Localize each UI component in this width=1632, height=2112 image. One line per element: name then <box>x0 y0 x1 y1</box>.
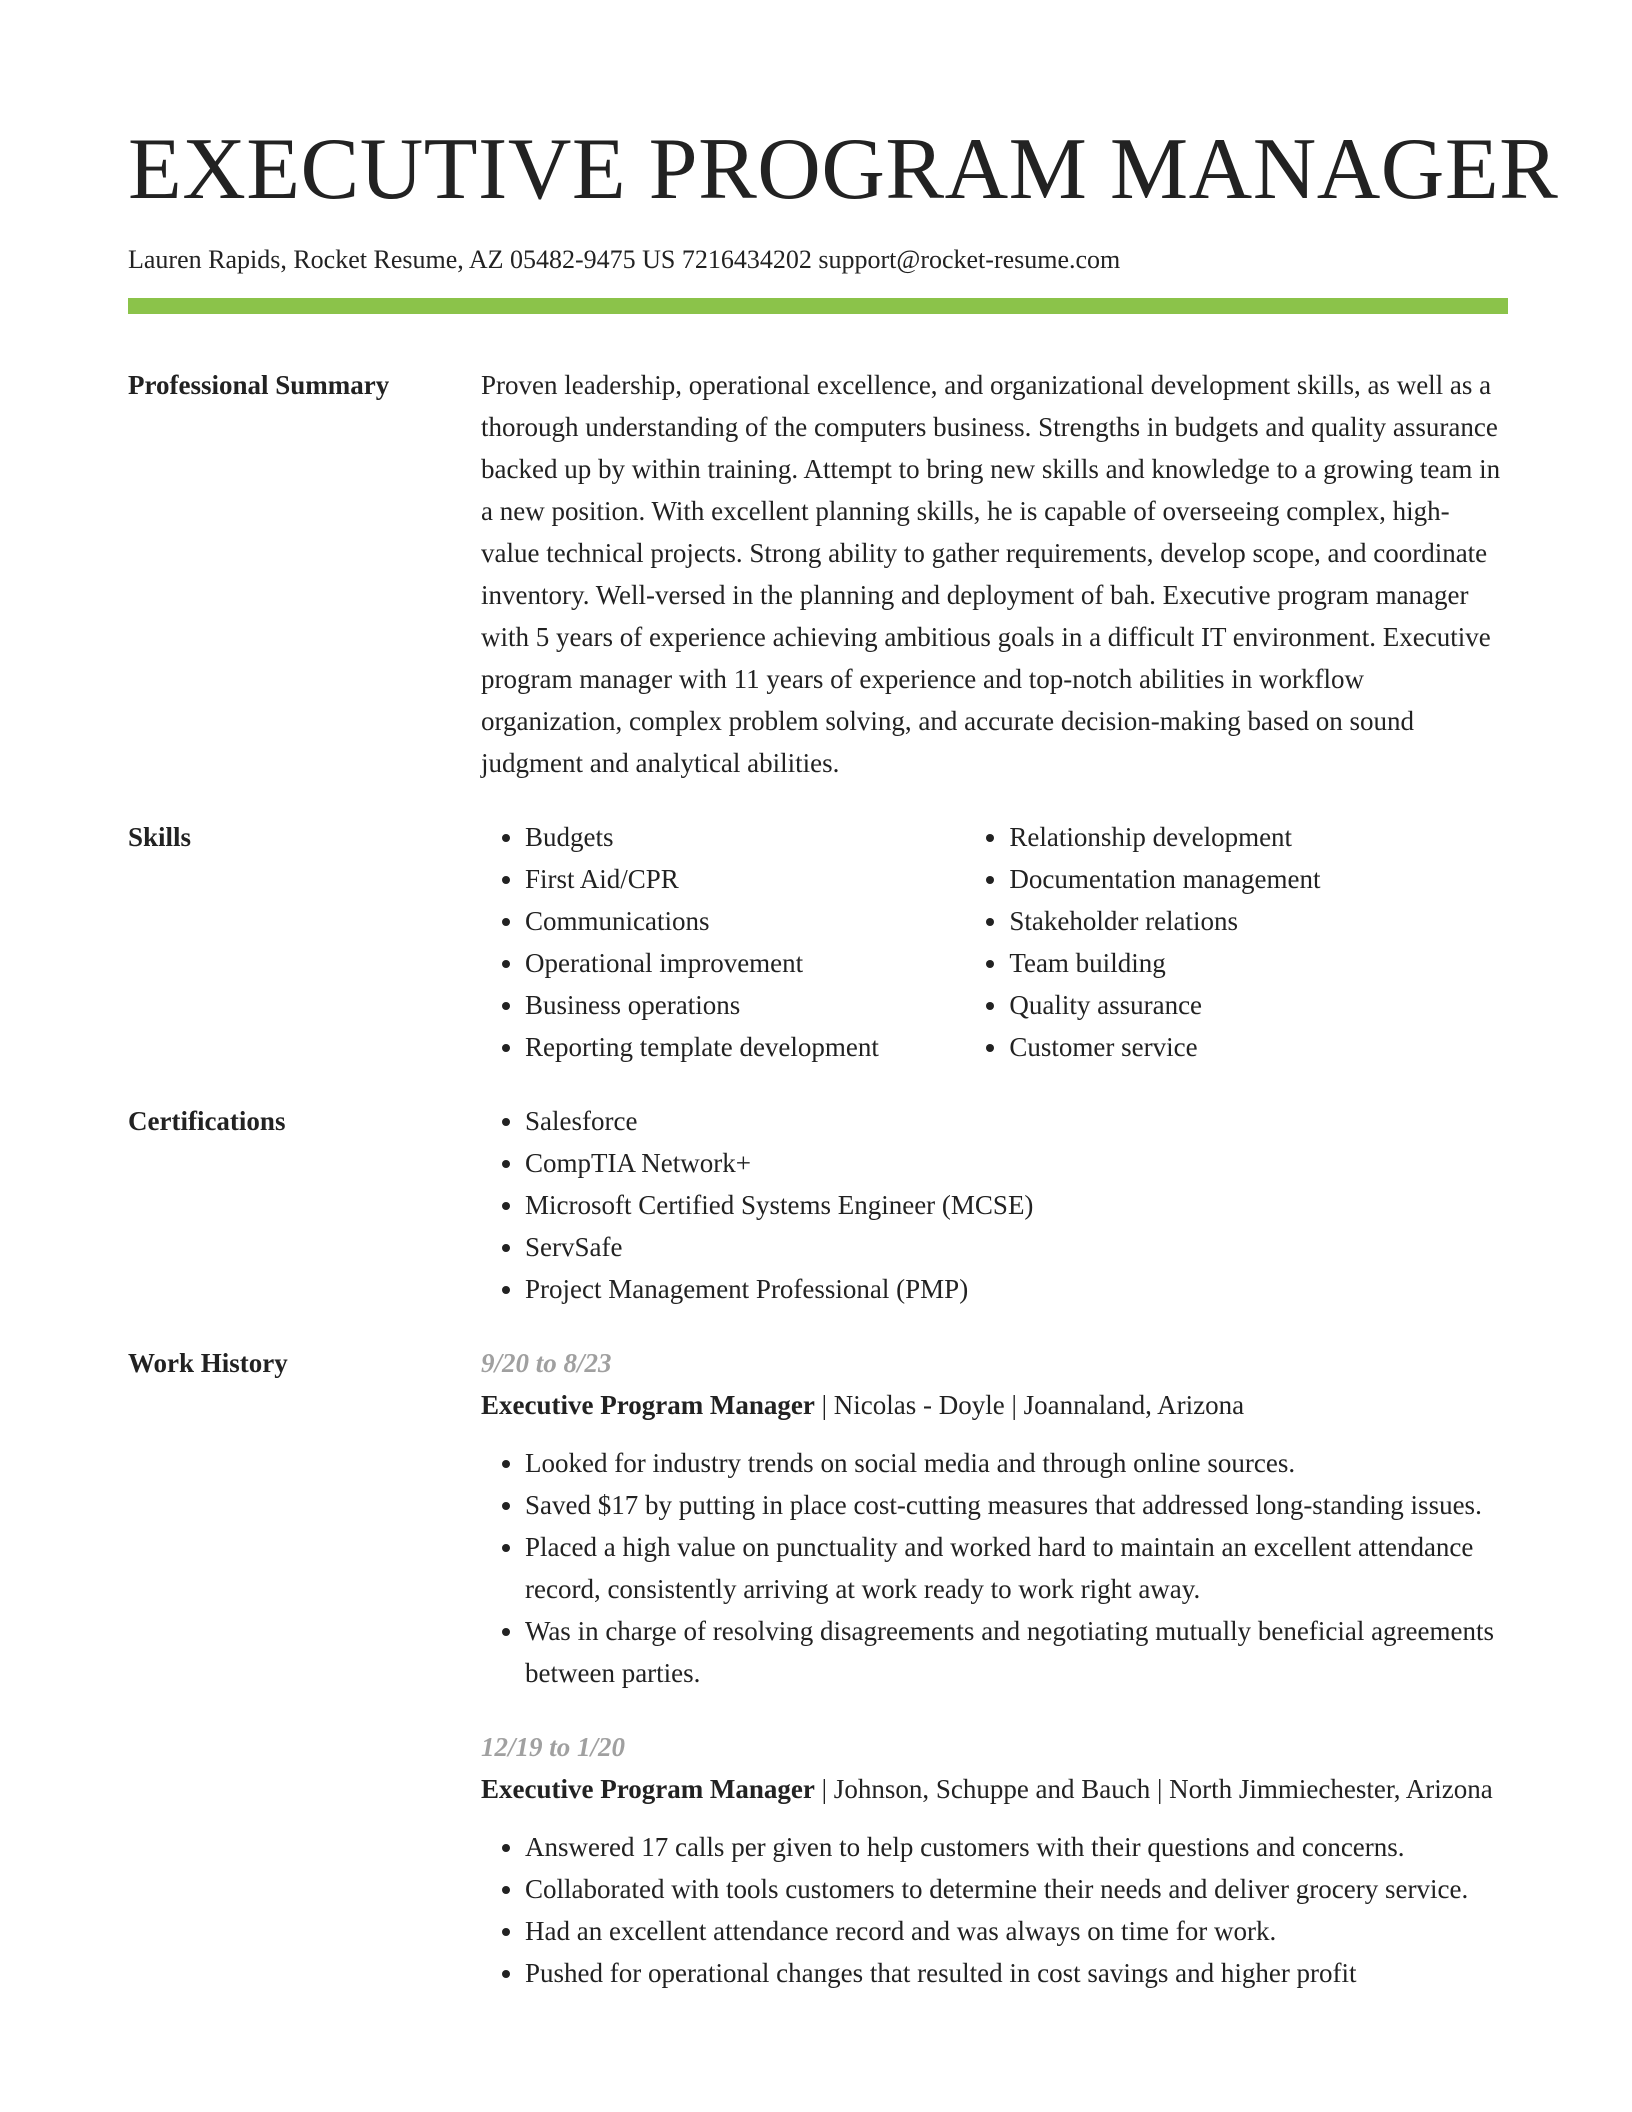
job-bullet: • Answered 17 calls per given to help customers with their questions and concerns. <box>525 1826 1508 1868</box>
section-label-summary: Professional Summary <box>128 370 390 400</box>
certifications-list <box>481 1100 1508 1310</box>
skills-list-left <box>481 816 965 1068</box>
job-bullet: • Placed a high value on punctuality and worked hard to maintain an excellent attendance record, consistently arriving at work ready to work right away. <box>525 1526 1508 1610</box>
certification-item: • Salesforce <box>525 1100 1508 1142</box>
certifications-section <box>128 1100 1508 1310</box>
contact-location: Lauren Rapids, Rocket Resume, AZ 05482-9475 US <box>128 245 676 274</box>
job-bullet: • Was in charge of resolving disagreements and negotiating mutually beneficial agreements between parties. <box>525 1610 1508 1694</box>
certification-item: • Project Management Professional (PMP) <box>525 1268 1508 1310</box>
certifications-content <box>481 1100 1508 1310</box>
summary-text: Proven leadership, operational excellence, and organizational development skills, as well as a thorough understanding of the computers business. Strengths in budgets and quality assurance backed up by within training. Attempt to bring new skills and knowledge to a growing team in a new position. With excellent planning skills, he is capable of overseeing complex, high-value technical projects. Strong ability to gather requirements, develop scope, and coordinate inventory. Well-versed in the planning and deployment of bah. Executive program manager with 5 years of experience achieving ambitious goals in a difficult IT environment. Executive program manager with 11 years of experience and top-notch abilities in workflow organization, complex problem solving, and accurate decision-making based on sound judgment and analytical abilities. <box>481 370 1501 778</box>
job-bullet-list <box>481 1826 1508 1994</box>
job-title: Executive Program Manager <box>481 1774 815 1804</box>
job-bullet-list <box>481 1442 1508 1694</box>
job-entry <box>481 1342 1508 1694</box>
resume-page <box>128 0 1559 1994</box>
certification-item: • Microsoft Certified Systems Engineer (MCSE) <box>525 1184 1508 1226</box>
work-history-content <box>481 1342 1508 1994</box>
skill-item: • Communications <box>525 900 965 942</box>
section-label-work-history: Work History <box>128 1348 288 1378</box>
skill-item: • Operational improvement <box>525 942 965 984</box>
section-label-certifications: Certifications <box>128 1106 286 1136</box>
resume-title: EXECUTIVE PROGRAM MANAGER <box>128 121 1559 218</box>
work-history-section <box>128 1342 1508 1994</box>
skills-section <box>128 816 1508 1068</box>
skill-item: • Team building <box>1009 942 1508 984</box>
summary-section <box>128 364 1508 784</box>
job-title: Executive Program Manager <box>481 1390 815 1420</box>
skill-item: • First Aid/CPR <box>525 858 965 900</box>
contact-email: support@rocket-resume.com <box>818 245 1121 274</box>
job-bullet: • Collaborated with tools customers to determine their needs and deliver grocery service. <box>525 1868 1508 1910</box>
job-bullet: • Pushed for operational changes that resulted in cost savings and higher profit <box>525 1952 1508 1994</box>
job-bullet: • Had an excellent attendance record and was always on time for work. <box>525 1910 1508 1952</box>
skill-item: • Quality assurance <box>1009 984 1508 1026</box>
job-dates: 9/20 to 8/23 <box>481 1348 612 1378</box>
job-employer: | Nicolas - Doyle | Joannaland, Arizona <box>814 1390 1245 1420</box>
skill-item: • Business operations <box>525 984 965 1026</box>
skill-item: • Relationship development <box>1009 816 1508 858</box>
contact-phone: 7216434202 <box>681 245 812 274</box>
job-heading <box>481 1384 1508 1426</box>
skills-list-right <box>965 816 1508 1068</box>
job-employer: | Johnson, Schuppe and Bauch | North Jimmiechester, Arizona <box>814 1774 1493 1804</box>
job-bullet: • Saved $17 by putting in place cost-cutting measures that addressed long-standing issues. <box>525 1484 1508 1526</box>
summary-content <box>481 364 1508 784</box>
skill-item: • Reporting template development <box>525 1026 965 1068</box>
section-label-skills: Skills <box>128 822 192 852</box>
skills-content <box>481 816 1508 1068</box>
job-heading <box>481 1768 1508 1810</box>
job-entry <box>481 1726 1508 1994</box>
certification-item: • CompTIA Network+ <box>525 1142 1508 1184</box>
contact-line <box>128 242 1508 278</box>
skill-item: • Budgets <box>525 816 965 858</box>
certification-item: • ServSafe <box>525 1226 1508 1268</box>
skill-item: • Documentation management <box>1009 858 1508 900</box>
job-dates: 12/19 to 1/20 <box>481 1732 626 1762</box>
job-bullet: • Looked for industry trends on social media and through online sources. <box>525 1442 1508 1484</box>
accent-divider <box>128 298 1508 314</box>
skill-item: • Stakeholder relations <box>1009 900 1508 942</box>
skill-item: • Customer service <box>1009 1026 1508 1068</box>
